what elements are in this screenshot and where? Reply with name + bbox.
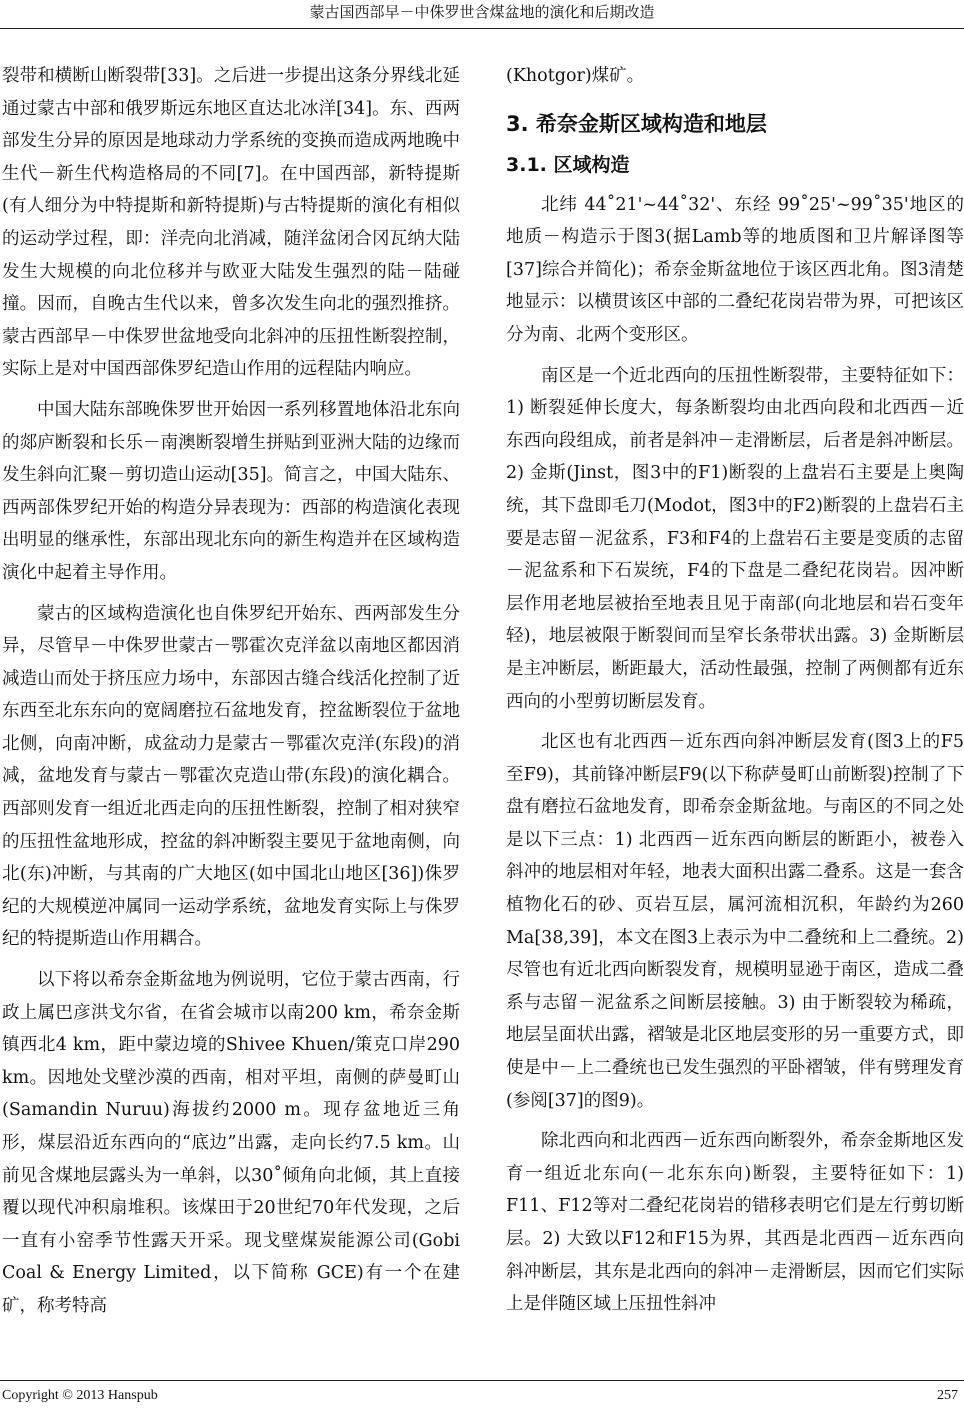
right-paragraph-4: 除北西向和北西西－近东西向断裂外，希奈金斯地区发育一组近北东向(－北东东向)断裂，主要特征如下：1) F11、F12等对二叠纪花岗岩的错移表明它们是左行剪切断层。2) 大致以F12和F15为界，其西是北西西－近东西向斜冲断层，其东是北西向的斜冲－走滑断层，因而它们实际上是伴随区域上压扭性斜冲	[506, 1131, 964, 1315]
right-paragraph-2: 南区是一个近北西向的压扭性断裂带，主要特征如下：1) 断裂延伸长度大，每条断裂均由北西向段和北西西－近东西向段组成，前者是斜冲－走滑断层，后者是斜冲断层。2) 金斯(Jinst，图3中的F1)断裂的上盘岩石主要是上奥陶统，其下盘即毛刀(Modot，图3中的F2)断裂的上盘岩石主要是志留－泥盆系，F3和F4的上盘岩石主要是变质的志留－泥盆系和下石炭统，F4的下盘是二叠纪花岗岩。因冲断层作用老地层被抬至地表且见于南部(向北地层和岩石变年轻)，地层被限于断裂间而呈窄长条带状出露。3) 金斯断层是主冲断层，断距最大，活动性最强，控制了两侧都有近东西向的小型剪切断层发育。	[506, 365, 964, 712]
left-paragraph-1: 裂带和横断山断裂带[33]。之后进一步提出这条分界线北延通过蒙古中部和俄罗斯远东地区直达北冰洋[34]。东、西两部发生分异的原因是地球动力学系统的变换而造成两地晚中生代－新生代构造格局的不同[7]。在中国西部，新特提斯(有人细分为中特提斯和新特提斯)与古特提斯的演化有相似的运动学过程，即：洋壳向北消减，随洋盆闭合冈瓦纳大陆发生大规模的向北位移并与欧亚大陆发生强烈的陆－陆碰撞。因而，自晚古生代以来，曾多次发生向北的强烈推挤。蒙古西部早－中侏罗世盆地受向北斜冲的压扭性断裂控制，实际上是对中国西部侏罗纪造山作用的远程陆内响应。	[2, 66, 460, 380]
footer-divider	[0, 1380, 964, 1381]
copyright-notice: Copyright © 2013 Hanspub	[2, 1388, 158, 1403]
header-divider	[0, 28, 964, 29]
running-header	[0, 0, 964, 30]
left-paragraph-2: 中国大陆东部晚侏罗世开始因一系列移置地体沿北东向的郯庐断裂和长乐－南澳断裂增生拼贴到亚洲大陆的边缘而发生斜向汇聚－剪切造山运动[35]。简言之，中国大陆东、西两部侏罗纪开始的构造分异表现为：西部的构造演化表现出明显的继承性，东部出现北东向的新生构造并在区域构造演化中起着主导作用。	[2, 399, 460, 583]
section-heading: 3. 希奈金斯区域构造和地层	[506, 111, 767, 136]
left-paragraph-4: 以下将以希奈金斯盆地为例说明，它位于蒙古西南，行政上属巴彦洪戈尔省，在省会城市以南200 km，希奈金斯镇西北4 km，距中蒙边境的Shivee Khuen/策克口岸290 km。因地处戈壁沙漠的西南，相对平坦，南侧的萨曼町山(Samandin Nuruu)海拔约2000 m。现存盆地近三角形，煤层沿近东西向的“底边”出露，走向长约7.5 km。山前见含煤地层露头为一单斜，以30˚倾角向北倾，其上直接覆以现代冲积扇堆积。该煤田于20世纪70年代发现，之后一直有小窑季节性露天开采。现戈壁煤炭能源公司(Gobi Coal & Energy Limited，以下简称 GCE)有一个在建矿，称考特高	[2, 970, 460, 1316]
right-column	[506, 60, 964, 1329]
right-paragraph-3: 北区也有北西西－近东西向斜冲断层发育(图3上的F5至F9)，其前锋冲断层F9(以下称萨曼町山前断裂)控制了下盘有磨拉石盆地发育，即希奈金斯盆地。与南区的不同之处是以下三点：1) 北西西－近东西向断层的断距小，被卷入斜冲的地层相对年轻，地表大面积出露二叠系。这是一套含植物化石的砂、页岩互层，属河流相沉积，年龄约为260 Ma[38,39]，本文在图3上表示为中二叠统和上二叠统。2) 尽管也有近北西向断裂发育，规模明显逊于南区，造成二叠系与志留－泥盆系之间断层接触。3) 由于断裂较为稀疏，地层呈面状出露，褶皱是北区地层变形的另一重要方式，即使是中－上二叠统也已发生强烈的平卧褶皱，伴有劈理发育(参阅[37]的图9)。	[506, 732, 964, 1111]
left-column	[2, 60, 460, 1331]
right-paragraph-1: 北纬 44˚21'~44˚32'、东经 99˚25'~99˚35'地区的地质－构造示于图3(据Lamb等的地质图和卫片解译图等[37]综合并简化)；希奈金斯盆地位于该区西北角。图3清楚地显示：以横贯该区中部的二叠纪花岗岩带为界，可把该区分为南、北两个变形区。	[506, 194, 964, 345]
subsection-heading: 3.1. 区域构造	[506, 153, 630, 176]
running-header-title: 蒙古国西部早－中侏罗世含煤盆地的演化和后期改造	[309, 3, 655, 21]
right-paragraph-0: (Khotgor)煤矿。	[506, 66, 645, 86]
page-number: 257	[937, 1388, 958, 1403]
left-paragraph-3: 蒙古的区域构造演化也自侏罗纪开始东、西两部发生分异，尽管早－中侏罗世蒙古－鄂霍次克洋盆以南地区都因消减造山而处于挤压应力场中，东部因古缝合线活化控制了近东西至北东东向的宽阔磨拉石盆地发育，控盆断裂位于盆地北侧，向南冲断，成盆动力是蒙古－鄂霍次克洋(东段)的消减，盆地发育与蒙古－鄂霍次克造山带(东段)的演化耦合。西部则发育一组近北西走向的压扭性断裂，控制了相对狭窄的压扭性盆地形成，控盆的斜冲断裂主要见于盆地南侧，向北(东)冲断，与其南的广大地区(如中国北山地区[36])侏罗纪的大规模逆冲属同一运动学系统，盆地发育实际上与侏罗纪的特提斯造山作用耦合。	[2, 603, 460, 950]
